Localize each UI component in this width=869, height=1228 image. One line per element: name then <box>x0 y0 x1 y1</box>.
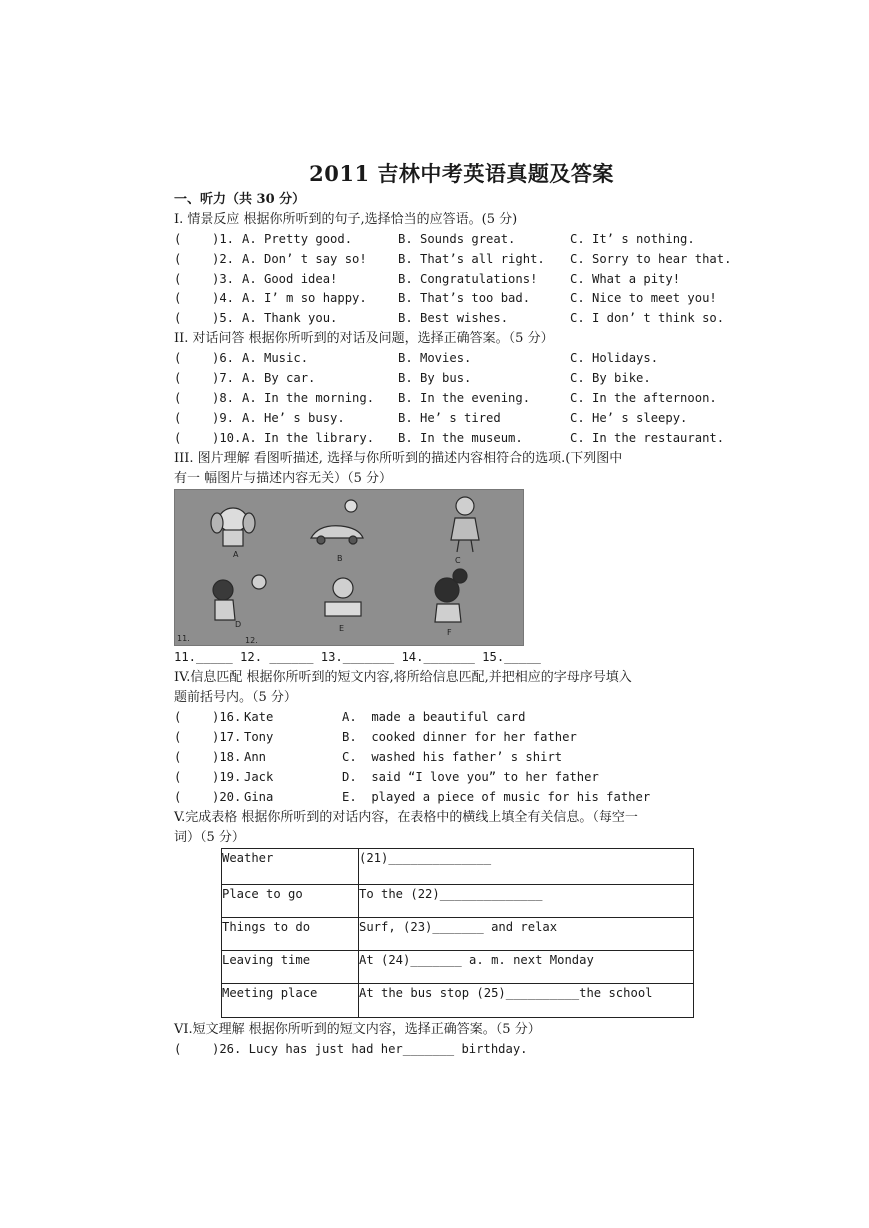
picture-label-c: C <box>455 556 461 566</box>
table-row <box>222 885 694 918</box>
answer-bracket[interactable]: ( <box>174 351 182 366</box>
option-b: B. That’s all right. <box>398 251 545 266</box>
answer-bracket[interactable]: ( <box>174 251 182 266</box>
answer-bracket[interactable]: ( <box>174 789 182 804</box>
option-a: A. Music. <box>242 351 309 366</box>
option-a: A. In the morning. <box>242 390 375 405</box>
part5-heading-line2: 词）（5 分） <box>174 829 245 845</box>
option-b: B. By bus. <box>398 371 472 386</box>
option-a: A. Good idea! <box>242 271 338 286</box>
option-b: B. In the museum. <box>398 430 523 445</box>
question-row <box>174 270 749 290</box>
question-number: )3. <box>212 271 235 286</box>
question-row <box>174 289 749 309</box>
question-number: )2. <box>212 251 235 266</box>
answer-bracket[interactable]: ( <box>174 291 182 306</box>
item-option: E. played a piece of music for his father <box>342 789 651 804</box>
item-name: Ann <box>244 749 267 764</box>
option-a: A. I’ m so happy. <box>242 291 367 306</box>
part1-questions <box>174 230 749 329</box>
picture-label-a: A <box>233 550 239 560</box>
answer-bracket[interactable]: ( <box>174 430 182 445</box>
table-row <box>222 849 694 885</box>
table-key: Things to do <box>222 918 359 951</box>
picture-panel <box>174 489 524 646</box>
item-name: Tony <box>244 730 274 745</box>
question-number: )8. <box>212 390 235 405</box>
question-row <box>174 429 749 449</box>
picture-number-12: 12. <box>245 636 258 646</box>
table-key: Leaving time <box>222 951 359 984</box>
question-26-text: )26. Lucy has just had her_______ birthday. <box>212 1042 528 1057</box>
item-option: D. said “I love you” to her father <box>342 769 599 784</box>
question-row <box>174 369 749 389</box>
picture-number-11: 11. <box>177 634 190 644</box>
question-row <box>174 389 749 409</box>
answer-bracket[interactable]: ( <box>174 1042 182 1057</box>
picture-label-f: F <box>447 628 452 638</box>
option-a: A. In the library. <box>242 430 375 445</box>
option-c: C. What a pity! <box>570 271 681 286</box>
question-number: )5. <box>212 311 235 326</box>
option-b: B. In the evening. <box>398 390 531 405</box>
exam-page <box>174 150 749 1060</box>
cartoon-illustrations <box>175 490 523 645</box>
question-row <box>174 250 749 270</box>
part3-answer-line: 11._____ 12. ______ 13._______ 14._______ 15._____ <box>174 650 541 665</box>
section-heading: 一、听力（共 30 分） <box>174 192 306 207</box>
item-name: Kate <box>244 710 274 725</box>
matching-row <box>174 728 749 748</box>
option-a: A. Pretty good. <box>242 231 353 246</box>
item-option: C. washed his father’ s shirt <box>342 749 563 764</box>
answer-bracket[interactable]: ( <box>174 371 182 386</box>
option-a: A. By car. <box>242 371 316 386</box>
table-value[interactable]: (21)______________ <box>359 849 694 885</box>
matching-row <box>174 708 749 728</box>
page-title: 2011 吉林中考英语真题及答案 <box>309 161 614 186</box>
option-c: C. I don’ t think so. <box>570 311 725 326</box>
part5-heading-line1: V.完成表格 根据你所听到的对话内容，在表格中的横线上填全有关信息。（每空一 <box>174 809 638 825</box>
matching-row <box>174 788 749 808</box>
option-c: C. He’ s sleepy. <box>570 410 688 425</box>
answer-bracket[interactable]: ( <box>174 769 182 784</box>
answer-bracket[interactable]: ( <box>174 710 182 725</box>
item-option: A. made a beautiful card <box>342 710 526 725</box>
option-b: B. Best wishes. <box>398 311 509 326</box>
option-a: A. Don’ t say so! <box>242 251 367 266</box>
question-number: )1. <box>212 231 235 246</box>
table-key: Place to go <box>222 885 359 918</box>
part4-heading-line2: 题前括号内。（5 分） <box>174 690 297 706</box>
item-option: B. cooked dinner for her father <box>342 730 577 745</box>
option-c: C. In the restaurant. <box>570 430 725 445</box>
matching-row <box>174 768 749 788</box>
item-name: Jack <box>244 769 274 784</box>
picture-label-b: B <box>337 554 343 564</box>
question-number: )4. <box>212 291 235 306</box>
table-row <box>222 984 694 1018</box>
option-c: C. It’ s nothing. <box>570 231 695 246</box>
option-b: B. Movies. <box>398 351 472 366</box>
option-c: C. Sorry to hear that. <box>570 251 732 266</box>
option-b: B. Congratulations! <box>398 271 538 286</box>
part2-heading: II. 对话问答 根据你所听到的对话及问题，选择正确答案。（5 分） <box>174 331 554 347</box>
question-row <box>174 349 749 369</box>
option-a: A. Thank you. <box>242 311 338 326</box>
part3-heading-line1: III. 图片理解 看图听描述, 选择与你所听到的描述内容相符合的选项.(下列图中 <box>174 450 623 466</box>
table-value[interactable]: Surf, (23)_______ and relax <box>359 918 694 951</box>
option-c: C. Holidays. <box>570 351 659 366</box>
item-number: )18. <box>212 749 242 764</box>
part4-items <box>174 708 749 807</box>
question-26 <box>174 1040 749 1060</box>
answer-bracket[interactable]: ( <box>174 749 182 764</box>
part4-heading-line1: IV.信息匹配 根据你所听到的短文内容,将所给信息匹配,并把相应的字母序号填入 <box>174 670 632 686</box>
part3-heading-line2: 有一 幅图片与描述内容无关）（5 分） <box>174 470 393 486</box>
answer-bracket[interactable]: ( <box>174 410 182 425</box>
question-number: )6. <box>212 351 235 366</box>
question-number: )7. <box>212 371 235 386</box>
option-b: B. Sounds great. <box>398 231 516 246</box>
option-c: C. In the afternoon. <box>570 390 717 405</box>
part6-heading: VI.短文理解 根据你所听到的短文内容，选择正确答案。（5 分） <box>174 1022 541 1038</box>
table-value[interactable]: To the (22)______________ <box>359 885 694 918</box>
answer-bracket[interactable]: ( <box>174 390 182 405</box>
item-name: Gina <box>244 789 274 804</box>
table-row <box>222 951 694 984</box>
question-number: )9. <box>212 410 235 425</box>
question-row <box>174 409 749 429</box>
item-number: )16. <box>212 710 242 725</box>
question-row <box>174 309 749 329</box>
question-number: )10. <box>212 430 242 445</box>
option-b: B. He’ s tired <box>398 410 501 425</box>
item-number: )17. <box>212 730 242 745</box>
answer-bracket[interactable]: ( <box>174 271 182 286</box>
picture-label-d: D <box>235 620 242 630</box>
part2-questions <box>174 349 749 448</box>
item-number: )19. <box>212 769 242 784</box>
answer-bracket[interactable]: ( <box>174 311 182 326</box>
answer-bracket[interactable]: ( <box>174 730 182 745</box>
option-b: B. That’s too bad. <box>398 291 531 306</box>
table-value[interactable]: At (24)_______ a. m. next Monday <box>359 951 694 984</box>
table-key: Weather <box>222 849 359 885</box>
part1-heading: I. 情景反应 根据你所听到的句子,选择恰当的应答语。(5 分) <box>174 211 518 227</box>
answer-bracket[interactable]: ( <box>174 231 182 246</box>
matching-row <box>174 748 749 768</box>
option-c: C. Nice to meet you! <box>570 291 717 306</box>
item-number: )20. <box>212 789 242 804</box>
table-value[interactable]: At the bus stop (25)__________the school <box>359 984 694 1018</box>
question-row <box>174 230 749 250</box>
option-a: A. He’ s busy. <box>242 410 345 425</box>
option-c: C. By bike. <box>570 371 651 386</box>
info-table <box>221 848 694 1018</box>
table-key: Meeting place <box>222 984 359 1018</box>
picture-label-e: E <box>339 624 345 634</box>
table-row <box>222 918 694 951</box>
